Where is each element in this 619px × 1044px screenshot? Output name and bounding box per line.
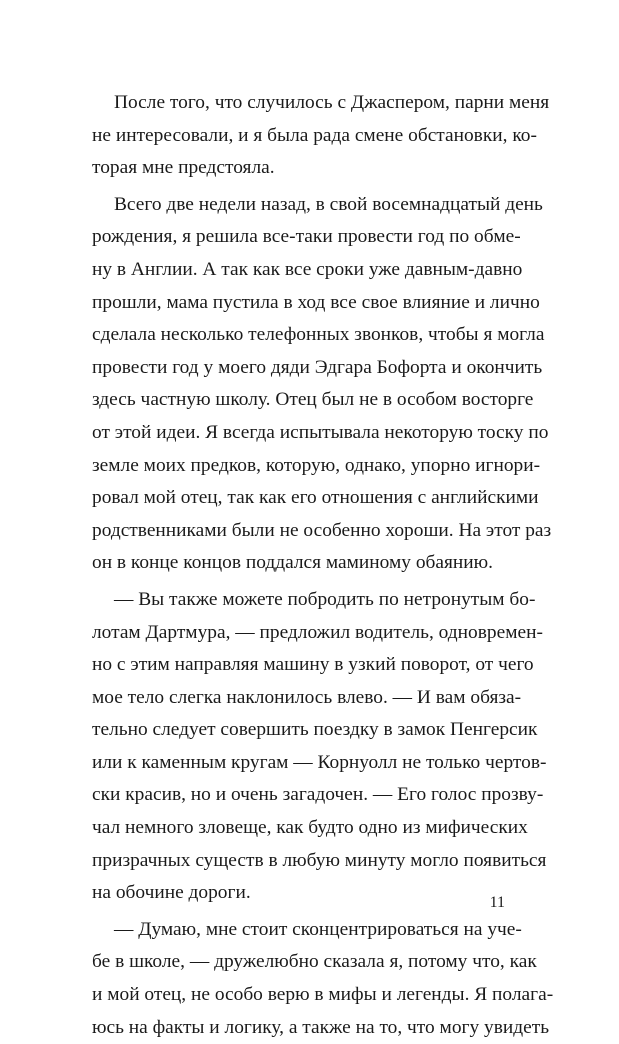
text-line: призрачных существ в любую минуту могло появиться [92,849,547,871]
text-line: чал немного зловеще, как будто одно из мифических [92,817,528,839]
text-line: но с этим направляя машину в узкий поворот, от чего [92,654,534,676]
text-line: торая мне предстояла. [92,157,275,179]
text-line: тельно следует совершить поездку в замок Пенгерсик [92,719,538,741]
text-line: юсь на факты и логику, а также на то, что могу увидеть [92,1016,550,1038]
text-line: — Думаю, мне стоит сконцентрироваться на уче- [114,918,522,940]
text-line: ну в Англии. А так как все сроки уже давным-давно [92,258,523,280]
page-number: 11 [489,894,505,911]
text-line: ровал мой отец, так как его отношения с английскими [92,487,539,509]
text-line: прошли, мама пустила в ход все свое влияние и лично [92,291,540,313]
text-line: мое тело слегка наклонилось влево. — И вам обяза- [92,686,522,708]
text-line: лотам Дартмура, — предложил водитель, одновремен- [92,621,543,643]
text-line: и мой отец, не особо верю в мифы и легенды. Я полага- [92,984,554,1006]
text-line: сделала несколько телефонных звонков, чтобы я могла [92,324,545,346]
paragraph [92,914,554,1044]
text-line: — Вы также можете побродить по нетронутым бо- [114,588,536,610]
text-line: рождения, я решила все-таки провести год по обме- [92,226,521,248]
text-line: Всего две недели назад, в свой восемнадцатый день [114,193,543,215]
text-line: не интересовали, и я была рада смене обстановки, ко- [92,124,537,146]
paragraph [92,584,547,910]
text-line: ски красив, но и очень загадочен. — Его голос прозву- [92,784,544,806]
text-line: земле моих предков, которую, однако, упорно игнори- [92,454,541,476]
text-line: здесь частную школу. Отец был не в особом восторге [92,389,534,411]
text-line: провести год у моего дяди Эдгара Бофорта и окончить [92,356,543,378]
text-line: от этой идеи. Я всегда испытывала некоторую тоску по [92,421,549,443]
text-line: родственниками были не особенно хороши. На этот раз [92,519,552,541]
paragraph [92,87,550,185]
text-line: После того, что случилось с Джаспером, парни меня [114,92,550,113]
text-line: он в конце концов поддался маминому обаянию. [92,552,494,574]
paragraph [92,189,552,580]
page-body [92,87,554,1044]
text-line: на обочине дороги. [92,882,251,904]
text-line: бе в школе, — дружелюбно сказала я, потому что, как [92,951,537,973]
text-line: или к каменным кругам — Корнуолл не только чертов- [92,751,547,773]
